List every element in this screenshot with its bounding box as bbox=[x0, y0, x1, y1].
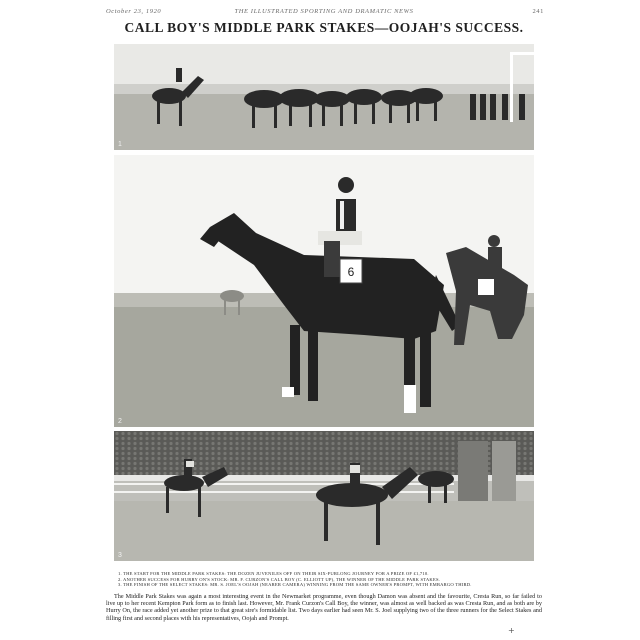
photo-number: 2 bbox=[118, 418, 122, 425]
photo-call-boy-image bbox=[114, 155, 534, 427]
running-head bbox=[100, 6, 548, 18]
caption-1: 1. THE START FOR THE MIDDLE PARK STAKES: THE DOZEN JUVENILES OFF ON THEIR SIX-FURLONG JOURNEY FOR A PRIZE OF £1,710. bbox=[118, 571, 429, 576]
photo-finish-image bbox=[114, 431, 534, 561]
photo-select-stakes-finish bbox=[114, 431, 534, 561]
photo-captions bbox=[118, 571, 528, 588]
page-number: 241 bbox=[532, 8, 544, 15]
corner-mark: + bbox=[508, 626, 515, 635]
photo-number: 3 bbox=[118, 552, 122, 559]
magazine-page bbox=[100, 0, 548, 640]
photo-start-of-race bbox=[114, 44, 534, 150]
journal-title: THE ILLUSTRATED SPORTING AND DRAMATIC NEWS bbox=[234, 8, 414, 15]
article-body: The Middle Park Stakes was again a most interesting event in the Newmarket programme, even though Damon was absent and the favourite, Cresta Run, so far failed to live up to her recent Kempton Park form as to finish last. However, Mr. Frank Curzon's Call Boy, the winner, was almost as well backed as was Cresta Run, and as both are by Hurry On, the race added yet another prize to that great sire's formidable list. Two days earlier had seen Mr. S. Joel supplying two of the three runners for the Select Stakes and filling first and second places with his representatives, Oojah and Prompt. bbox=[106, 593, 542, 622]
photo-start-image bbox=[114, 44, 534, 150]
caption-2: 2. ANOTHER SUCCESS FOR HURRY ON'S STOCK: MR. F. CURZON'S CALL BOY (C. ELLIOTT UP), THE WINNER OF THE MIDDLE PARK STAKES. bbox=[118, 576, 441, 582]
photo-call-boy bbox=[114, 155, 534, 427]
issue-date: October 23, 1920 bbox=[106, 8, 162, 15]
photo-number: 1 bbox=[118, 141, 122, 148]
saddle-cloth-number: 6 bbox=[347, 265, 355, 279]
page-headline: CALL BOY'S MIDDLE PARK STAKES—OOJAH'S SUCCESS. bbox=[124, 20, 524, 35]
caption-3: 3. THE FINISH OF THE SELECT STAKES: MR. S. JOEL'S OOJAH (NEARER CAMERA) WINNING FROM THE SAME OWNER'S PROMPT, WITH EMBARGO THIRD. bbox=[118, 582, 472, 588]
